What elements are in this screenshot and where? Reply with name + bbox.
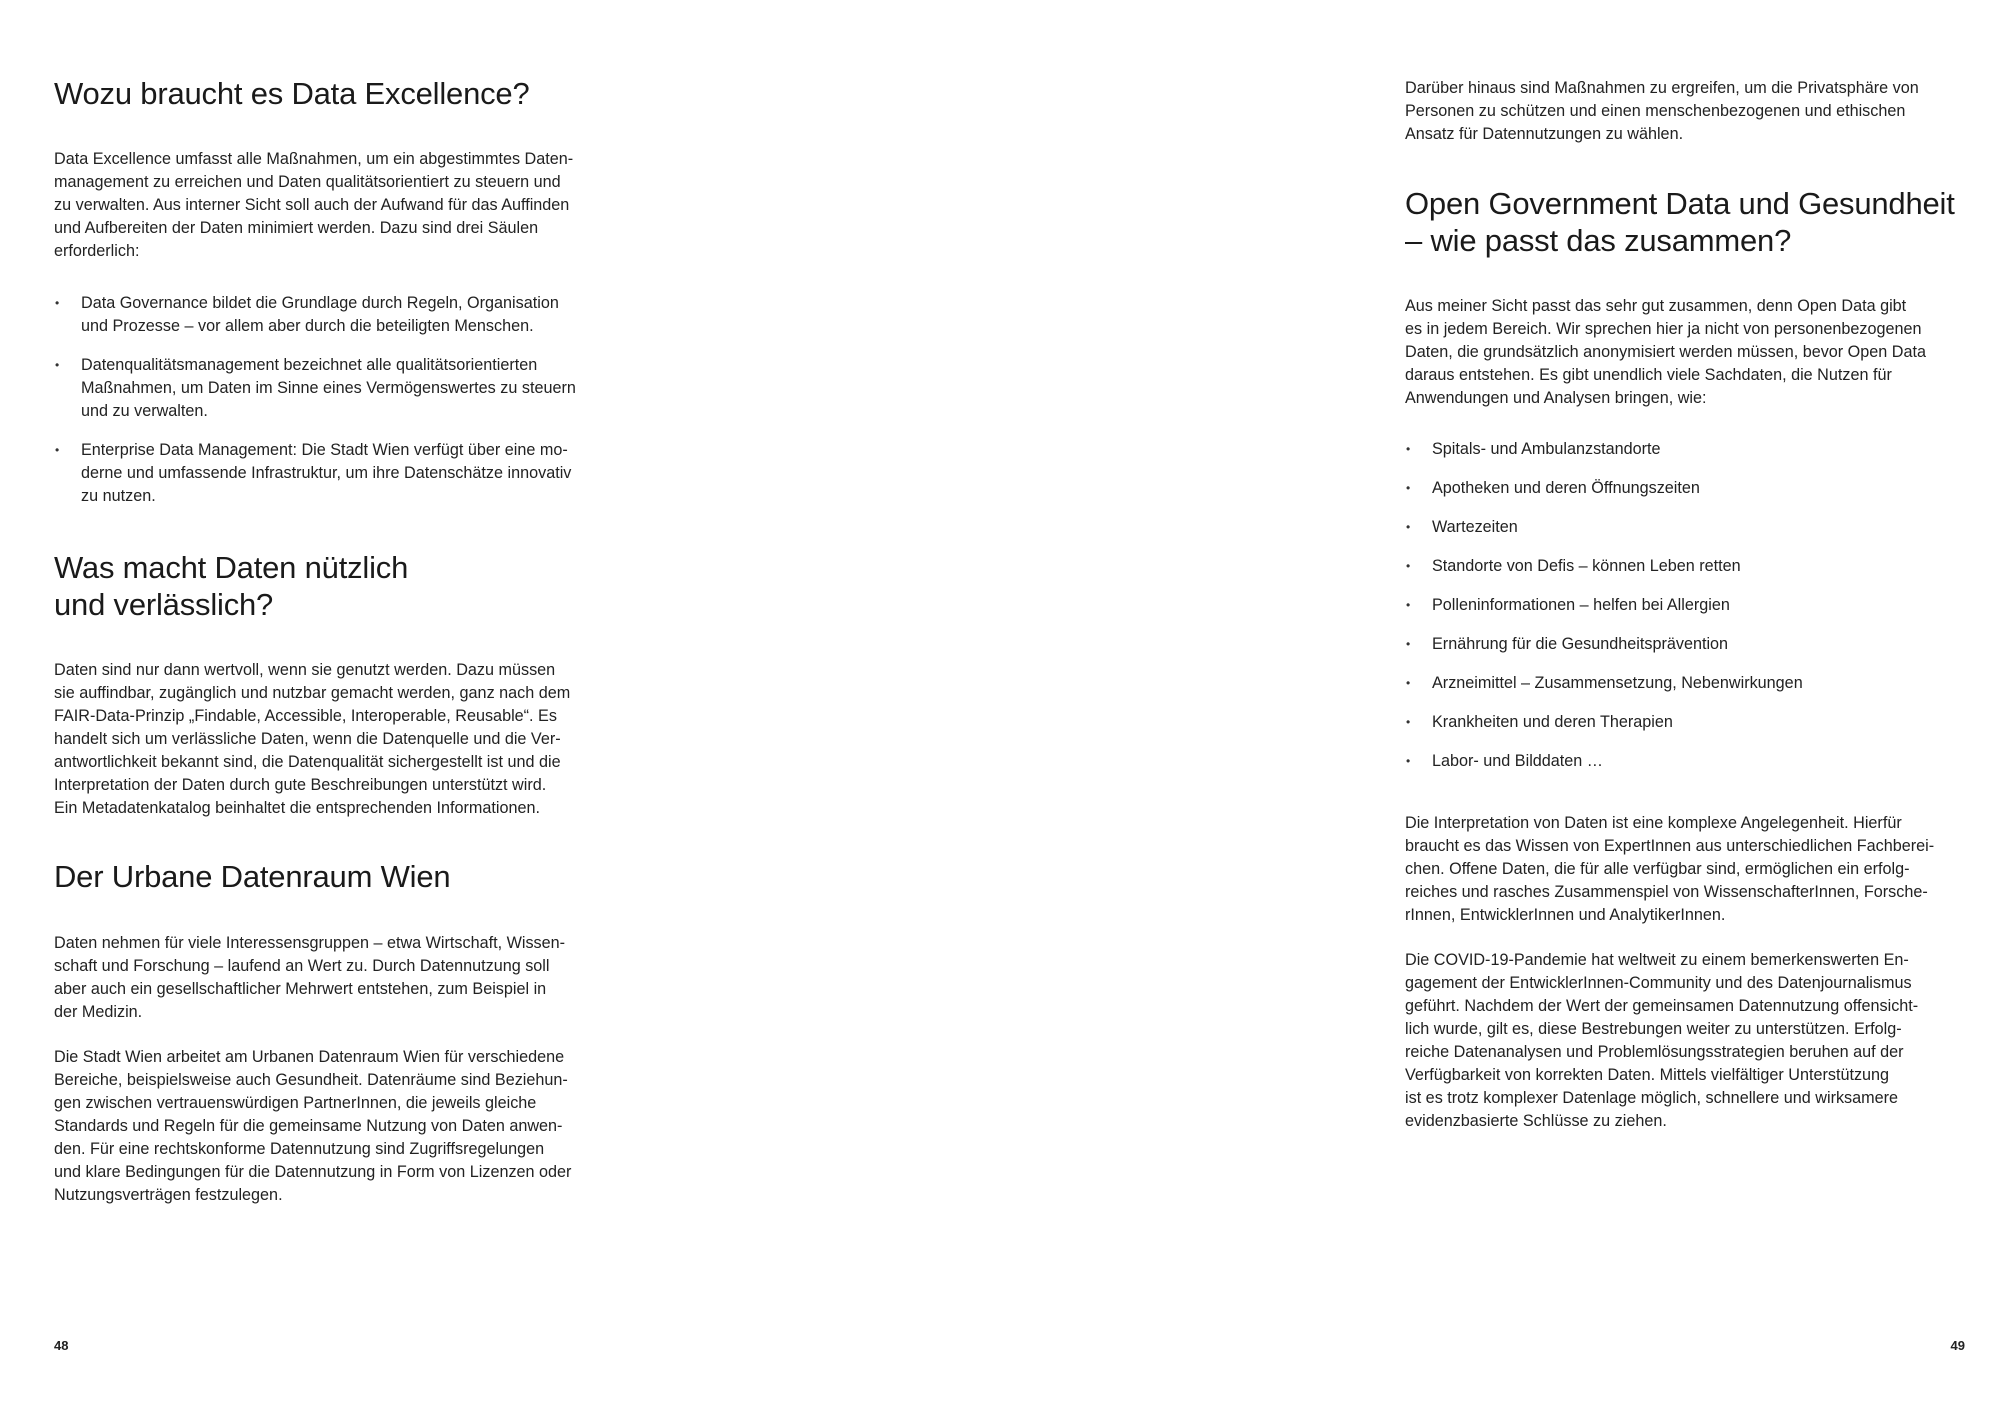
list-item-line: zu nutzen. [81, 487, 156, 505]
list-item-line: • Spitals- und Ambulanzstandorte [1432, 440, 1661, 458]
paragraph-line: und klare Bedingungen für die Datennutzung in Form von Lizenzen oder [54, 1163, 572, 1181]
heading-nuetzlich [54, 549, 610, 623]
paragraph-nuetzlich [54, 659, 610, 820]
paragraph-line: Die COVID-19-Pandemie hat weltweit zu einem bemerkenswerten En- [1405, 951, 1909, 969]
section-data-excellence [54, 75, 610, 112]
paragraph-intro [1405, 77, 1965, 146]
paragraph-line: lich wurde, gilt es, diese Bestrebungen weiter zu unterstützen. Erfolg- [1405, 1020, 1902, 1038]
paragraph-line: der Medizin. [54, 1003, 143, 1021]
paragraph-line: antwortlichkeit bekannt sind, die Datenqualität sichergestellt ist und die [54, 753, 561, 771]
paragraph-line: gen zwischen vertrauenswürdigen PartnerInnen, die jeweils gleiche [54, 1094, 537, 1112]
heading-ogd [1405, 185, 1965, 259]
heading-line: Open Government Data und Gesundheit [1405, 186, 1955, 221]
bullet-list-pillars [54, 292, 610, 508]
paragraph-line: Nutzungsverträgen festzulegen. [54, 1186, 283, 1204]
paragraph-datenraum-1 [54, 932, 610, 1024]
list-item [1405, 438, 1965, 461]
paragraph-line: den. Für eine rechtskonforme Datennutzung sind Zugriffsregelungen [54, 1140, 545, 1158]
list-item-line: und zu verwalten. [81, 402, 208, 420]
paragraph-line: Darüber hinaus sind Maßnahmen zu ergreifen, um die Privatsphäre von [1405, 79, 1919, 97]
list-item [1405, 750, 1965, 773]
paragraph-line: gagement der EntwicklerInnen-Community und des Datenjournalismus [1405, 974, 1912, 992]
list-item-line: • Ernährung für die Gesundheitsprävention [1432, 635, 1729, 653]
list-item [54, 292, 610, 338]
paragraph-line: Die Interpretation von Daten ist eine komplexe Angelegenheit. Hierfür [1405, 814, 1902, 832]
paragraph-line: zu verwalten. Aus interner Sicht soll auch der Aufwand für das Auffinden [54, 196, 570, 214]
list-item [1405, 711, 1965, 734]
paragraph-covid [1405, 949, 1965, 1133]
page-number-left: 48 [54, 1338, 69, 1353]
list-item-line: • Wartezeiten [1432, 518, 1518, 536]
paragraph-line: Daten, die grundsätzlich anonymisiert werden müssen, bevor Open Data [1405, 343, 1926, 361]
list-item-line: • Krankheiten und deren Therapien [1432, 713, 1673, 731]
paragraph-line: Data Excellence umfasst alle Maßnahmen, um ein abgestimmtes Daten- [54, 150, 574, 168]
paragraph-line: Anwendungen und Analysen bringen, wie: [1405, 389, 1707, 407]
section-nuetzlich [54, 549, 610, 623]
paragraph-line: schaft und Forschung – laufend an Wert zu. Durch Datennutzung soll [54, 957, 550, 975]
section-datenraum [54, 858, 610, 895]
paragraph-line: und Aufbereiten der Daten minimiert werden. Dazu sind drei Säulen [54, 219, 539, 237]
heading-line: und verlässlich? [54, 587, 274, 622]
list-item-line: derne und umfassende Infrastruktur, um ihre Datenschätze innovativ [81, 464, 572, 482]
list-item-line: • Polleninformationen – helfen bei Allergien [1432, 596, 1730, 614]
paragraph-line: Standards und Regeln für die gemeinsame Nutzung von Daten anwen- [54, 1117, 563, 1135]
paragraph-interpretation [1405, 812, 1965, 927]
paragraph-line: handelt sich um verlässliche Daten, wenn die Datenquelle und die Ver- [54, 730, 561, 748]
list-item [1405, 555, 1965, 578]
paragraph-line: Bereiche, beispielsweise auch Gesundheit. Datenräume sind Beziehun- [54, 1071, 568, 1089]
paragraph-line: braucht es das Wissen von ExpertInnen aus unterschiedlichen Fachberei- [1405, 837, 1935, 855]
paragraph-line: Daten nehmen für viele Interessensgruppen – etwa Wirtschaft, Wissen- [54, 934, 566, 952]
section-ogd [1405, 185, 1965, 259]
list-item-line: • Arzneimittel – Zusammensetzung, Nebenwirkungen [1432, 674, 1803, 692]
paragraph-line: ist es trotz komplexer Datenlage möglich, schnellere und wirksamere [1405, 1089, 1899, 1107]
paragraph-ogd [1405, 295, 1965, 410]
heading-line: Was macht Daten nützlich [54, 550, 409, 585]
right-page [1405, 0, 1965, 1405]
paragraph-line: Aus meiner Sicht passt das sehr gut zusammen, denn Open Data gibt [1405, 297, 1907, 315]
paragraph-line: reiches und rasches Zusammenspiel von WissenschafterInnen, Forsche- [1405, 883, 1928, 901]
heading-data-excellence: Wozu braucht es Data Excellence? [54, 76, 530, 111]
list-item-line: • Labor- und Bilddaten … [1432, 752, 1603, 770]
paragraph-line: FAIR-Data-Prinzip „Findable, Accessible, Interoperable, Reusable“. Es [54, 707, 557, 725]
list-item-line: • Enterprise Data Management: Die Stadt Wien verfügt über eine mo- [81, 441, 568, 459]
list-item [1405, 633, 1965, 656]
list-item [1405, 672, 1965, 695]
paragraph-data-excellence [54, 148, 610, 263]
paragraph-line: Verfügbarkeit von korrekten Daten. Mittels vielfältiger Unterstützung [1405, 1066, 1890, 1084]
paragraph-line: es in jedem Bereich. Wir sprechen hier ja nicht von personenbezogenen [1405, 320, 1922, 338]
paragraph-line: evidenzbasierte Schlüsse zu ziehen. [1405, 1112, 1667, 1130]
list-item-line: • Datenqualitätsmanagement bezeichnet alle qualitätsorientierten [81, 356, 538, 374]
list-item-line: • Data Governance bildet die Grundlage durch Regeln, Organisation [81, 294, 559, 312]
paragraph-line: Daten sind nur dann wertvoll, wenn sie genutzt werden. Dazu müssen [54, 661, 556, 679]
list-item [1405, 594, 1965, 617]
paragraph-line: Die Stadt Wien arbeitet am Urbanen Datenraum Wien für verschiedene [54, 1048, 565, 1066]
list-item [54, 354, 610, 423]
paragraph-line: Personen zu schützen und einen menschenbezogenen und ethischen [1405, 102, 1906, 120]
list-item-line: und Prozesse – vor allem aber durch die beteiligten Menschen. [81, 317, 534, 335]
page-number-right: 49 [1950, 1338, 1965, 1353]
paragraph-line: erforderlich: [54, 242, 140, 260]
bullet-list-sachdaten [1405, 438, 1965, 773]
paragraph-line: Ein Metadatenkatalog beinhaltet die entsprechenden Informationen. [54, 799, 540, 817]
left-page [54, 0, 610, 1405]
list-item [1405, 516, 1965, 539]
list-item-line: Maßnahmen, um Daten im Sinne eines Vermögenswertes zu steuern [81, 379, 576, 397]
paragraph-line: geführt. Nachdem der Wert der gemeinsamen Datennutzung offensicht- [1405, 997, 1919, 1015]
list-item [54, 439, 610, 508]
list-item-line: • Apotheken und deren Öffnungszeiten [1432, 479, 1700, 497]
paragraph-line: sie auffindbar, zugänglich und nutzbar gemacht werden, ganz nach dem [54, 684, 571, 702]
paragraph-line: Interpretation der Daten durch gute Beschreibungen unterstützt wird. [54, 776, 547, 794]
heading-line: – wie passt das zusammen? [1405, 223, 1792, 258]
paragraph-line: aber auch ein gesellschaftlicher Mehrwert entstehen, zum Beispiel in [54, 980, 547, 998]
paragraph-line: Ansatz für Datennutzungen zu wählen. [1405, 125, 1684, 143]
list-item [1405, 477, 1965, 500]
paragraph-line: management zu erreichen und Daten qualitätsorientiert zu steuern und [54, 173, 561, 191]
list-item-line: • Standorte von Defis – können Leben retten [1432, 557, 1741, 575]
paragraph-line: chen. Offene Daten, die für alle verfügbar sind, ermöglichen ein erfolg- [1405, 860, 1910, 878]
paragraph-line: reiche Datenanalysen und Problemlösungsstrategien beruhen auf der [1405, 1043, 1904, 1061]
paragraph-line: daraus entstehen. Es gibt unendlich viele Sachdaten, die Nutzen für [1405, 366, 1892, 384]
paragraph-line: rInnen, EntwicklerInnen und AnalytikerInnen. [1405, 906, 1726, 924]
heading-datenraum: Der Urbane Datenraum Wien [54, 859, 451, 894]
paragraph-datenraum-2 [54, 1046, 610, 1207]
